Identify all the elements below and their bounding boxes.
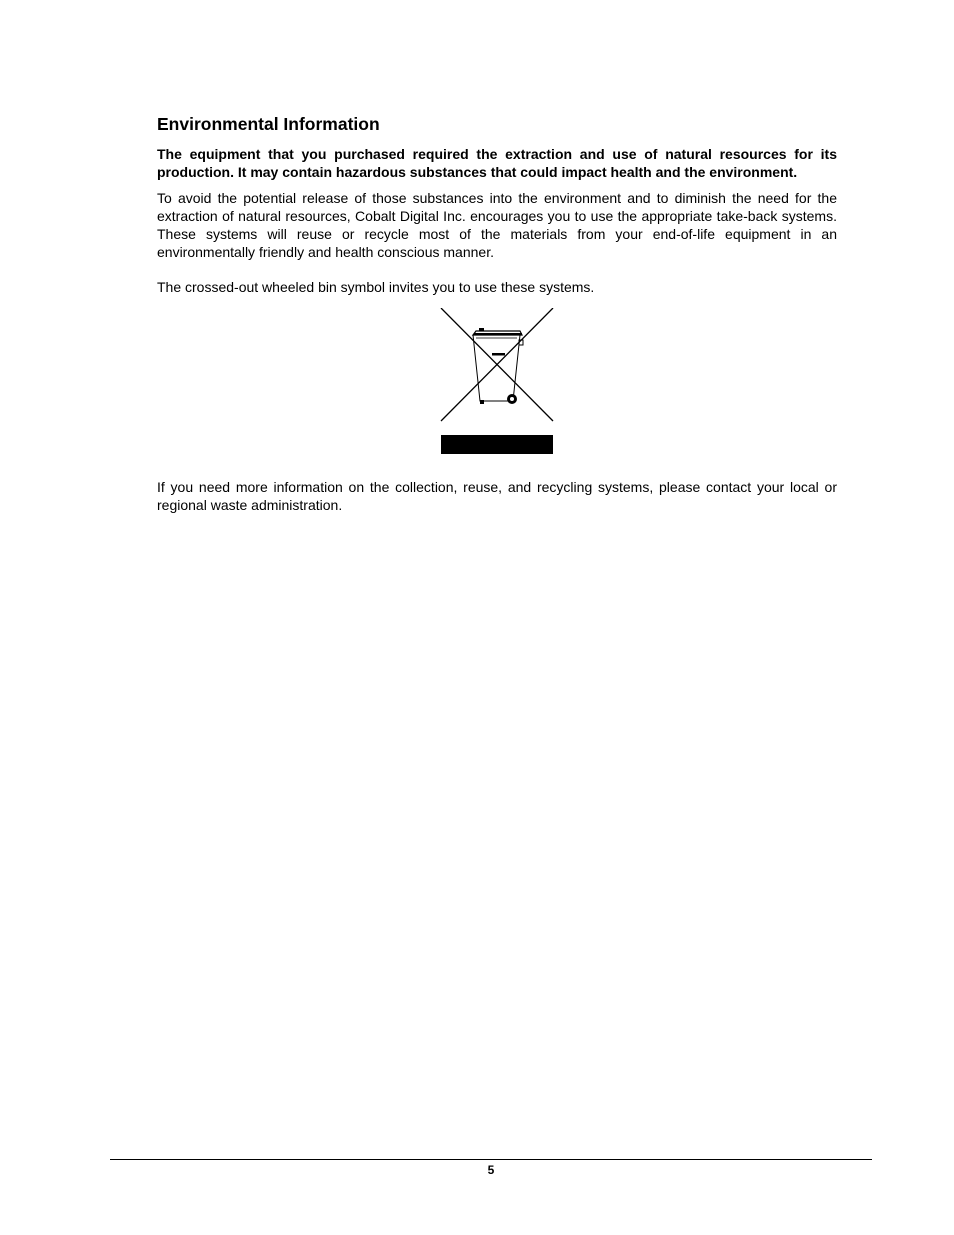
takeback-paragraph: To avoid the potential release of those substances into the environment and to diminish the need for the extraction of natural resources, Cobalt Digital Inc. encourages you to use the appropriate take-back systems. These systems will reuse or recycle most of the materials from your end-of-life equipment in an environmentally friendly and health conscious manner. — [157, 190, 837, 260]
crossed-out-wheeled-bin-icon — [440, 308, 554, 456]
section-title: Environmental Information — [157, 114, 380, 134]
more-info-paragraph: If you need more information on the collection, reuse, and recycling systems, please contact your local or regional waste administration. — [157, 479, 837, 513]
page-number: 5 — [487, 1163, 495, 1177]
weee-symbol-container — [157, 308, 837, 458]
footer-divider — [110, 1159, 872, 1160]
symbol-intro-paragraph: The crossed-out wheeled bin symbol invites you to use these systems. — [157, 279, 595, 295]
lead-paragraph: The equipment that you purchased required the extraction and use of natural resources for its production. It may contain hazardous substances that could impact health and the environment. — [157, 146, 837, 180]
page-content — [157, 113, 837, 514]
